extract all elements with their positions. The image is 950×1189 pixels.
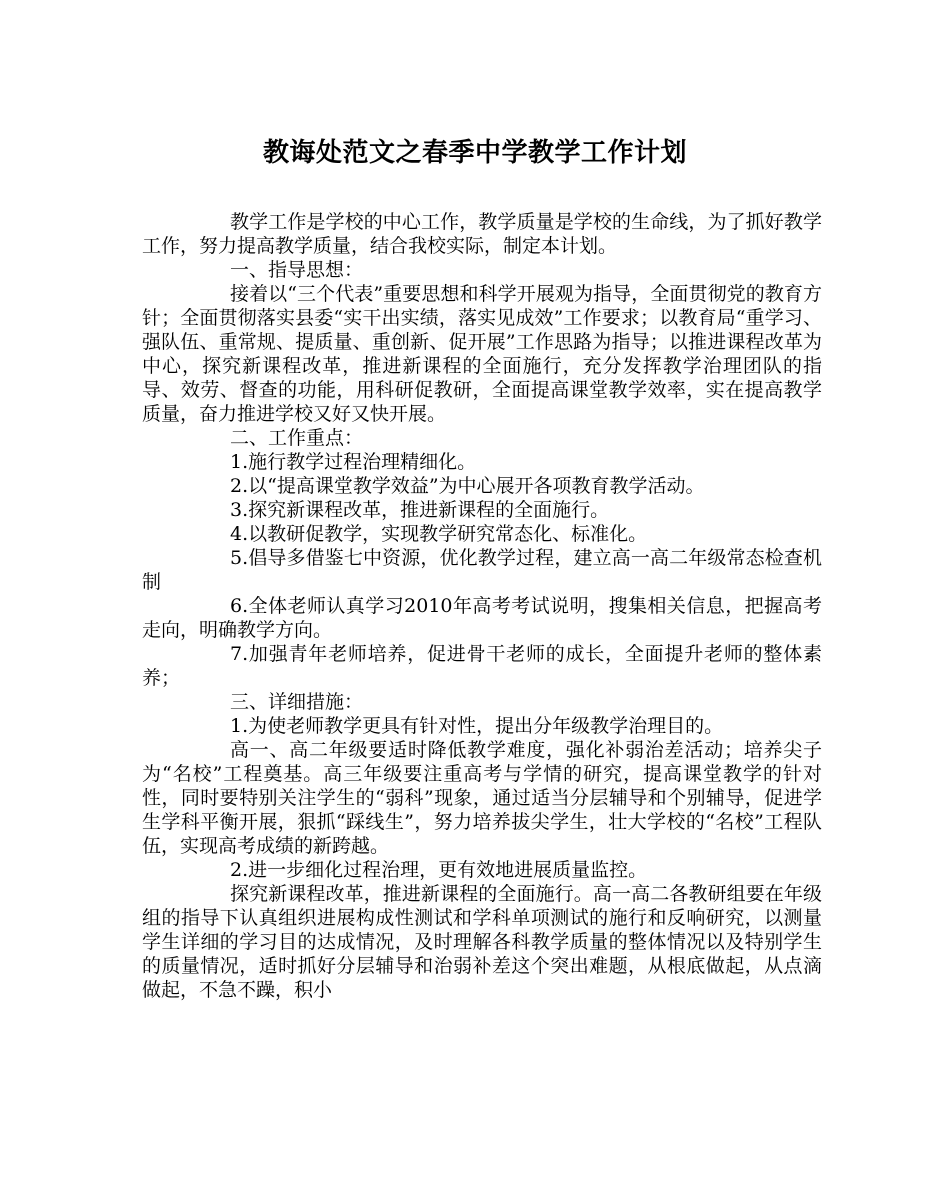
work-focus-item: 2.以“提高课堂教学效益”为中心展开各项教育教学活动。: [230, 475, 705, 497]
work-focus-item: 4.以教研促教学，实现教学研究常态化、标准化。: [230, 523, 648, 545]
measures-item: 1.为使老师教学更具有针对性，提出分年级教学治理目的。: [230, 715, 724, 737]
section-heading-guiding-ideology: 一、指导思想：: [230, 259, 364, 281]
measures-paragraph: 探究新课程改革，推进新课程的全面施行。高一高二各教研组要在年级组的指导下认真组织进展构成性测试和学科单项测试的施行和反响研究，以测量学生详细的学习目的达成情况，及时理解各科教学质量的整体情况以及特别学生的质量情况，适时抓好分层辅导和治弱补差这个突出难题，从根底做起，从点滴做起，不急不躁，积小: [142, 883, 822, 1001]
work-focus-item: 6.全体老师认真学习2010年高考考试说明，搜集相关信息，把握高考走向，明确教学方向。: [142, 595, 822, 641]
section-heading-measures: 三、详细措施：: [230, 691, 364, 713]
work-focus-item: 7.加强青年老师培养，促进骨干老师的成长，全面提升老师的整体素养；: [142, 643, 822, 689]
document-body: [142, 210, 822, 1002]
work-focus-item: 1.施行教学过程治理精细化。: [230, 451, 477, 473]
measures-paragraph: 高一、高二年级要适时降低教学难度，强化补弱治差活动；培养尖子为“名校”工程奠基。高三年级要注重高考与学情的研究，提高课堂教学的针对性，同时要特别关注学生的“弱科”现象，通过适当分层辅导和个别辅导，促进学生学科平衡开展，狠抓“踩线生”，努力培养拔尖学生，壮大学校的“名校”工程队伍，实现高考成绩的新跨越。: [142, 739, 822, 857]
measures-item: 2.进一步细化过程治理，更有效地进展质量监控。: [230, 859, 648, 881]
guiding-ideology-paragraph: 接着以“三个代表”重要思想和科学开展观为指导，全面贯彻党的教育方针；全面贯彻落实县委“实干出实绩，落实见成效”工作要求；以教育局“重学习、强队伍、重常规、提质量、重创新、促开展”工作思路为指导；以推进课程改革为中心，探究新课程改革，推进新课程的全面施行，充分发挥教学治理团队的指导、效劳、督查的功能，用科研促教研，全面提高课堂教学效率，实在提高教学质量，奋力推进学校又好又快开展。: [142, 283, 822, 425]
intro-paragraph: 教学工作是学校的中心工作，教学质量是学校的生命线，为了抓好教学工作，努力提高教学质量，结合我校实际，制定本计划。: [142, 211, 822, 257]
work-focus-item: 5.倡导多借鉴七中资源，优化教学过程，建立高一高二年级常态检查机制: [142, 547, 822, 593]
work-focus-item: 3.探究新课程改革，推进新课程的全面施行。: [230, 499, 610, 521]
document-title: 教诲处范文之春季中学教学工作计划: [262, 138, 687, 168]
section-heading-work-focus: 二、工作重点：: [230, 427, 364, 449]
